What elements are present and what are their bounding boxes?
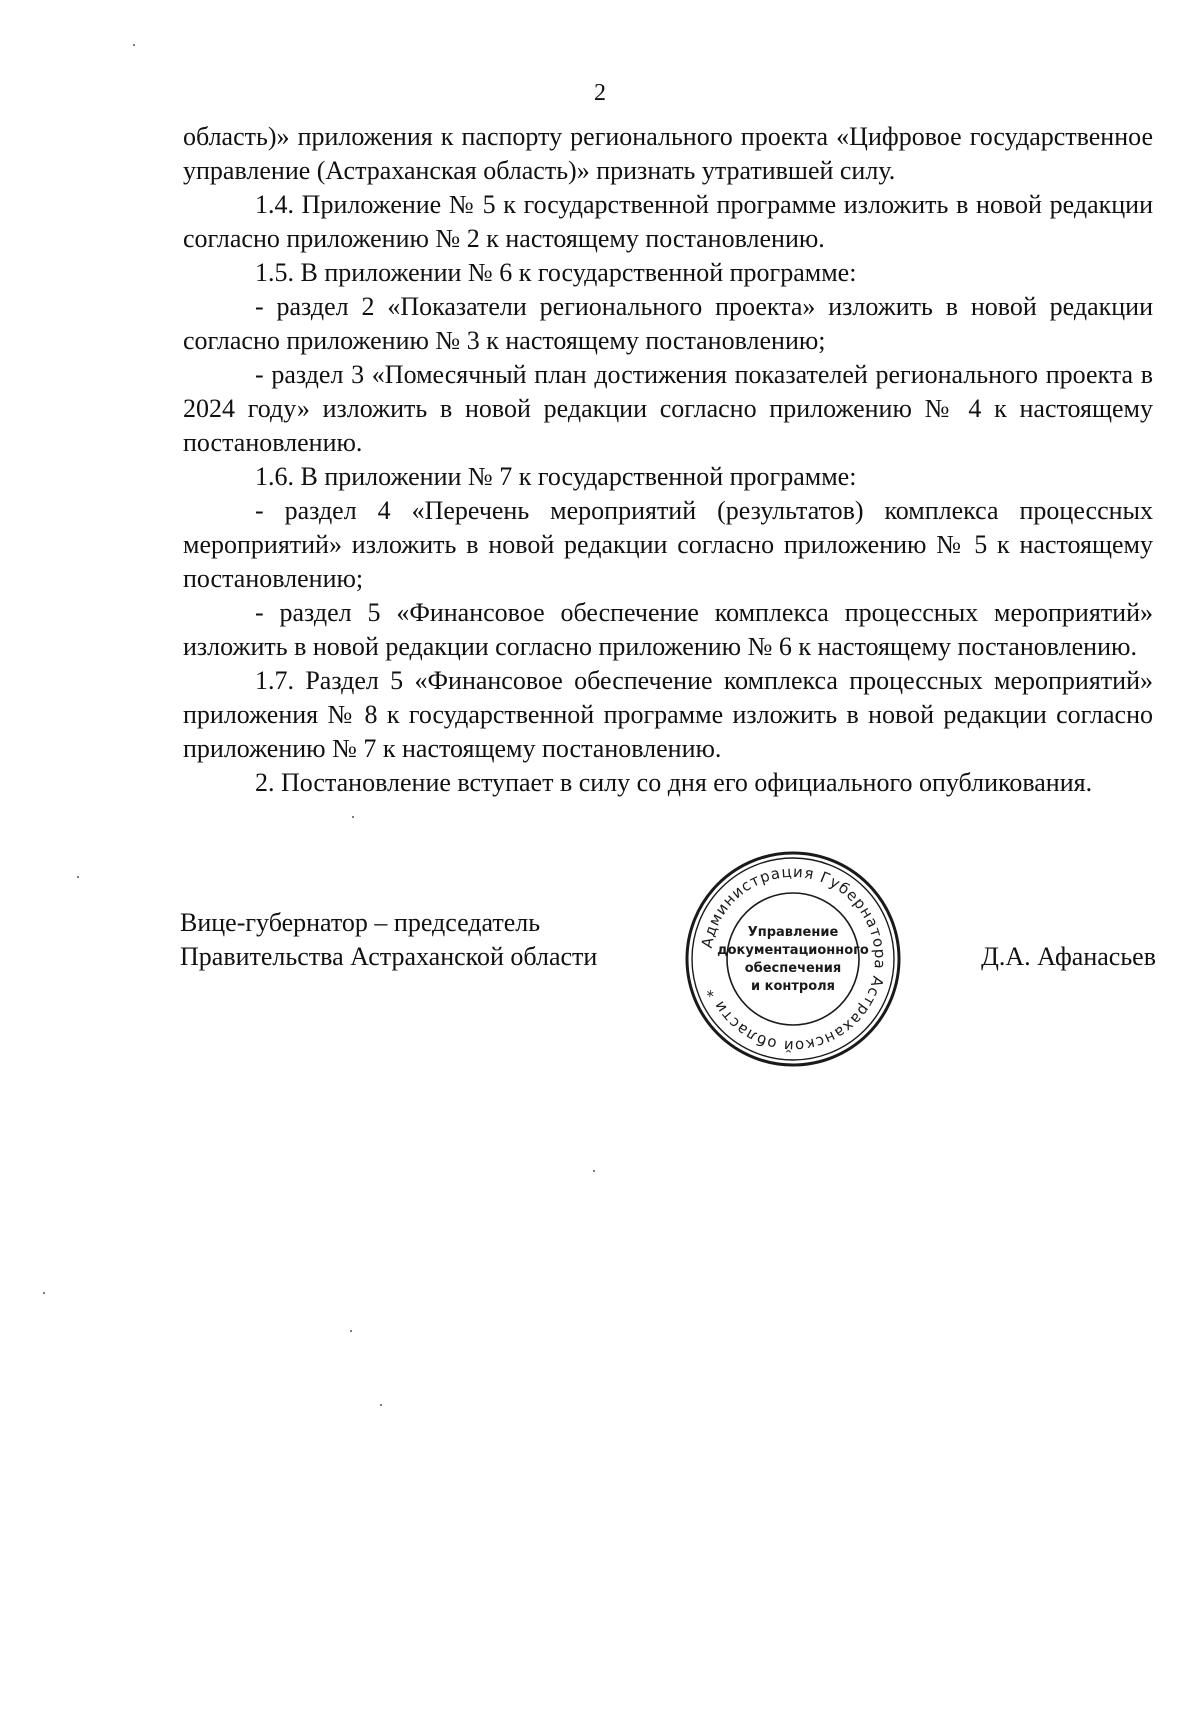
signatory-position-line-1: Вице-губернатор – председатель <box>180 908 541 937</box>
stamp-inner-line-4: и контроля <box>750 979 836 994</box>
scan-speck <box>77 876 79 878</box>
paragraph-continuation: область)» приложения к паспорту регионального проекта «Цифровое государственное управление (Астраханская область)» признать утратившей силу. <box>183 122 1153 185</box>
paragraph-item-1-6-section-4: - раздел 4 «Перечень мероприятий (результатов) комплекса процессных мероприятий» изложить в новой редакции согласно приложению № 5 к настоящему постановлению; <box>183 496 1153 593</box>
scan-speck <box>43 1292 45 1294</box>
scan-speck <box>352 816 354 818</box>
signatory-name: Д.А. Афанасьев <box>981 942 1156 971</box>
stamp-ring-text: Администрация Губернатора Астраханской области * <box>697 862 890 1056</box>
scan-speck <box>593 1170 595 1172</box>
paragraph-item-1-5-section-2: - раздел 2 «Показатели регионального проекта» изложить в новой редакции согласно приложению № 3 к настоящему постановлению; <box>183 292 1153 355</box>
page-number: 2 <box>594 80 606 106</box>
paragraph-item-1-5: 1.5. В приложении № 6 к государственной программе: <box>255 258 857 287</box>
paragraph-item-1-4: 1.4. Приложение № 5 к государственной программе изложить в новой редакции согласно приложению № 2 к настоящему постановлению. <box>183 190 1153 253</box>
paragraph-item-1-5-section-3: - раздел 3 «Помесячный план достижения показателей регионального проекта в 2024 году» изложить в новой редакции согласно приложению № 4 к настоящему постановлению. <box>183 360 1153 457</box>
paragraph-item-1-6: 1.6. В приложении № 7 к государственной программе: <box>255 462 857 491</box>
document-body <box>183 120 1153 800</box>
stamp-inner-line-3: обеспечения <box>744 961 842 976</box>
scan-speck <box>350 1330 352 1332</box>
paragraph-item-2: 2. Постановление вступает в силу со дня его официального опубликования. <box>255 768 1093 797</box>
signatory-position <box>180 906 597 974</box>
stamp-inner-line-2: документационного <box>717 943 869 958</box>
paragraph-item-1-6-section-5: - раздел 5 «Финансовое обеспечение комплекса процессных мероприятий» изложить в новой редакции согласно приложению № 6 к настоящему постановлению. <box>183 598 1153 661</box>
scan-speck <box>133 44 135 46</box>
stamp-inner-line-1: Управление <box>747 925 839 940</box>
signatory-position-line-2: Правительства Астраханской области <box>180 942 598 971</box>
scan-speck <box>380 1404 382 1406</box>
paragraph-item-1-7: 1.7. Раздел 5 «Финансовое обеспечение комплекса процессных мероприятий» приложения № 8 к государственной программе изложить в новой редакции согласно приложению № 7 к настоящему постановлению. <box>183 666 1153 763</box>
official-stamp <box>682 848 904 1070</box>
stamp-seal-icon <box>682 848 904 1070</box>
